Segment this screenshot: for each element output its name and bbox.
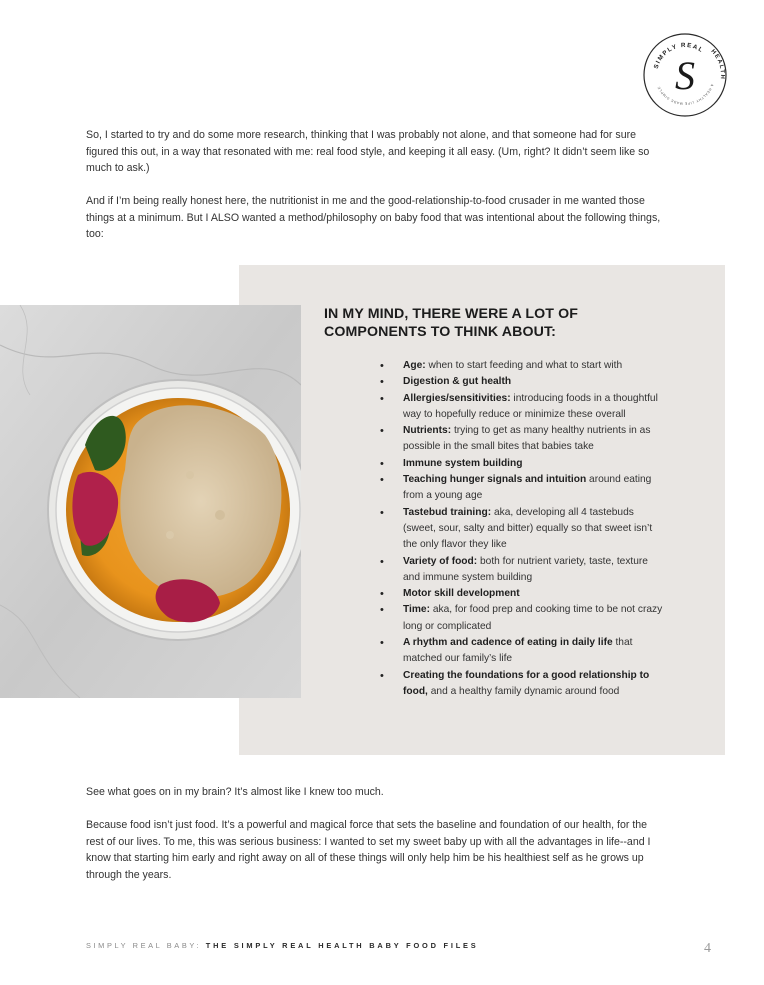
intro-paragraph-1: So, I started to try and do some more research, thinking that I was probably not alone, and that someone had for sure figured this out, in a way that resonated with me: real food style, and keeping it all easy. (Um, right? It didn’t seem like so much to ask.) xyxy=(86,129,650,175)
logo-monogram: S xyxy=(675,53,695,98)
footer-series: SIMPLY REAL BABY: xyxy=(86,941,202,950)
components-list xyxy=(380,358,665,700)
intro-paragraph-2: And if I’m being really honest here, the nutritionist in me and the good-relationship-to-food crusader in me wanted those things at a minimum. But I ALSO wanted a method/philosophy on baby food that was intentional about the following things, too: xyxy=(86,195,661,241)
list-item: • Digestion & gut health xyxy=(380,374,665,390)
logo-top-text: SIMPLY REAL xyxy=(652,41,705,70)
list-item: • Motor skill development xyxy=(380,586,665,602)
list-item: • Teaching hunger signals and intuition around eating from a young age xyxy=(380,472,665,505)
logo-side-text: HEALTH xyxy=(709,48,726,81)
page-footer xyxy=(86,941,479,950)
list-item: • Age: when to start feeding and what to start with xyxy=(380,358,665,374)
list-item: • Creating the foundations for a good relationship to food, and a healthy family dynamic around food xyxy=(380,668,665,701)
brand-logo xyxy=(642,32,728,118)
list-item: • Time: aka, for food prep and cooking time to be not crazy long or complicated xyxy=(380,602,665,635)
closing-paragraph-1: See what goes on in my brain? It’s almost like I knew too much. xyxy=(86,786,384,798)
page-number: 4 xyxy=(704,941,711,956)
list-item: • Variety of food: both for nutrient variety, taste, texture and immune system building xyxy=(380,554,665,587)
list-item: • Immune system building xyxy=(380,456,665,472)
food-bowl-photo xyxy=(0,305,301,698)
list-item: • Allergies/sensitivities: introducing foods in a thoughtful way to hopefully reduce or minimize these overall xyxy=(380,391,665,424)
footer-title: THE SIMPLY REAL HEALTH BABY FOOD FILES xyxy=(205,941,479,950)
list-item: • Nutrients: trying to get as many healthy nutrients in as possible in the small bites that babies take xyxy=(380,423,665,456)
list-item: • Tastebud training: aka, developing all 4 tastebuds (sweet, sour, salty and bitter) equally so that sweet isn’t the only flavor they like xyxy=(380,505,665,554)
list-item: • A rhythm and cadence of eating in daily life that matched our family’s life xyxy=(380,635,665,668)
logo-ring-text: A HEALTHY LIFE MADE SIMPLE xyxy=(656,83,715,106)
panel-title: IN MY MIND, THERE WERE A LOT OF COMPONENTS TO THINK ABOUT: xyxy=(324,306,579,340)
closing-paragraph-2: Because food isn’t just food. It’s a powerful and magical force that sets the baseline and foundation of our health, for the rest of our lives. To me, this was serious business: I wanted to set my sweet baby up with all the advantages in life--and I know that starting him early and right away on all of these things will only help him be his healthiest self as he grows up through the years. xyxy=(86,819,651,881)
